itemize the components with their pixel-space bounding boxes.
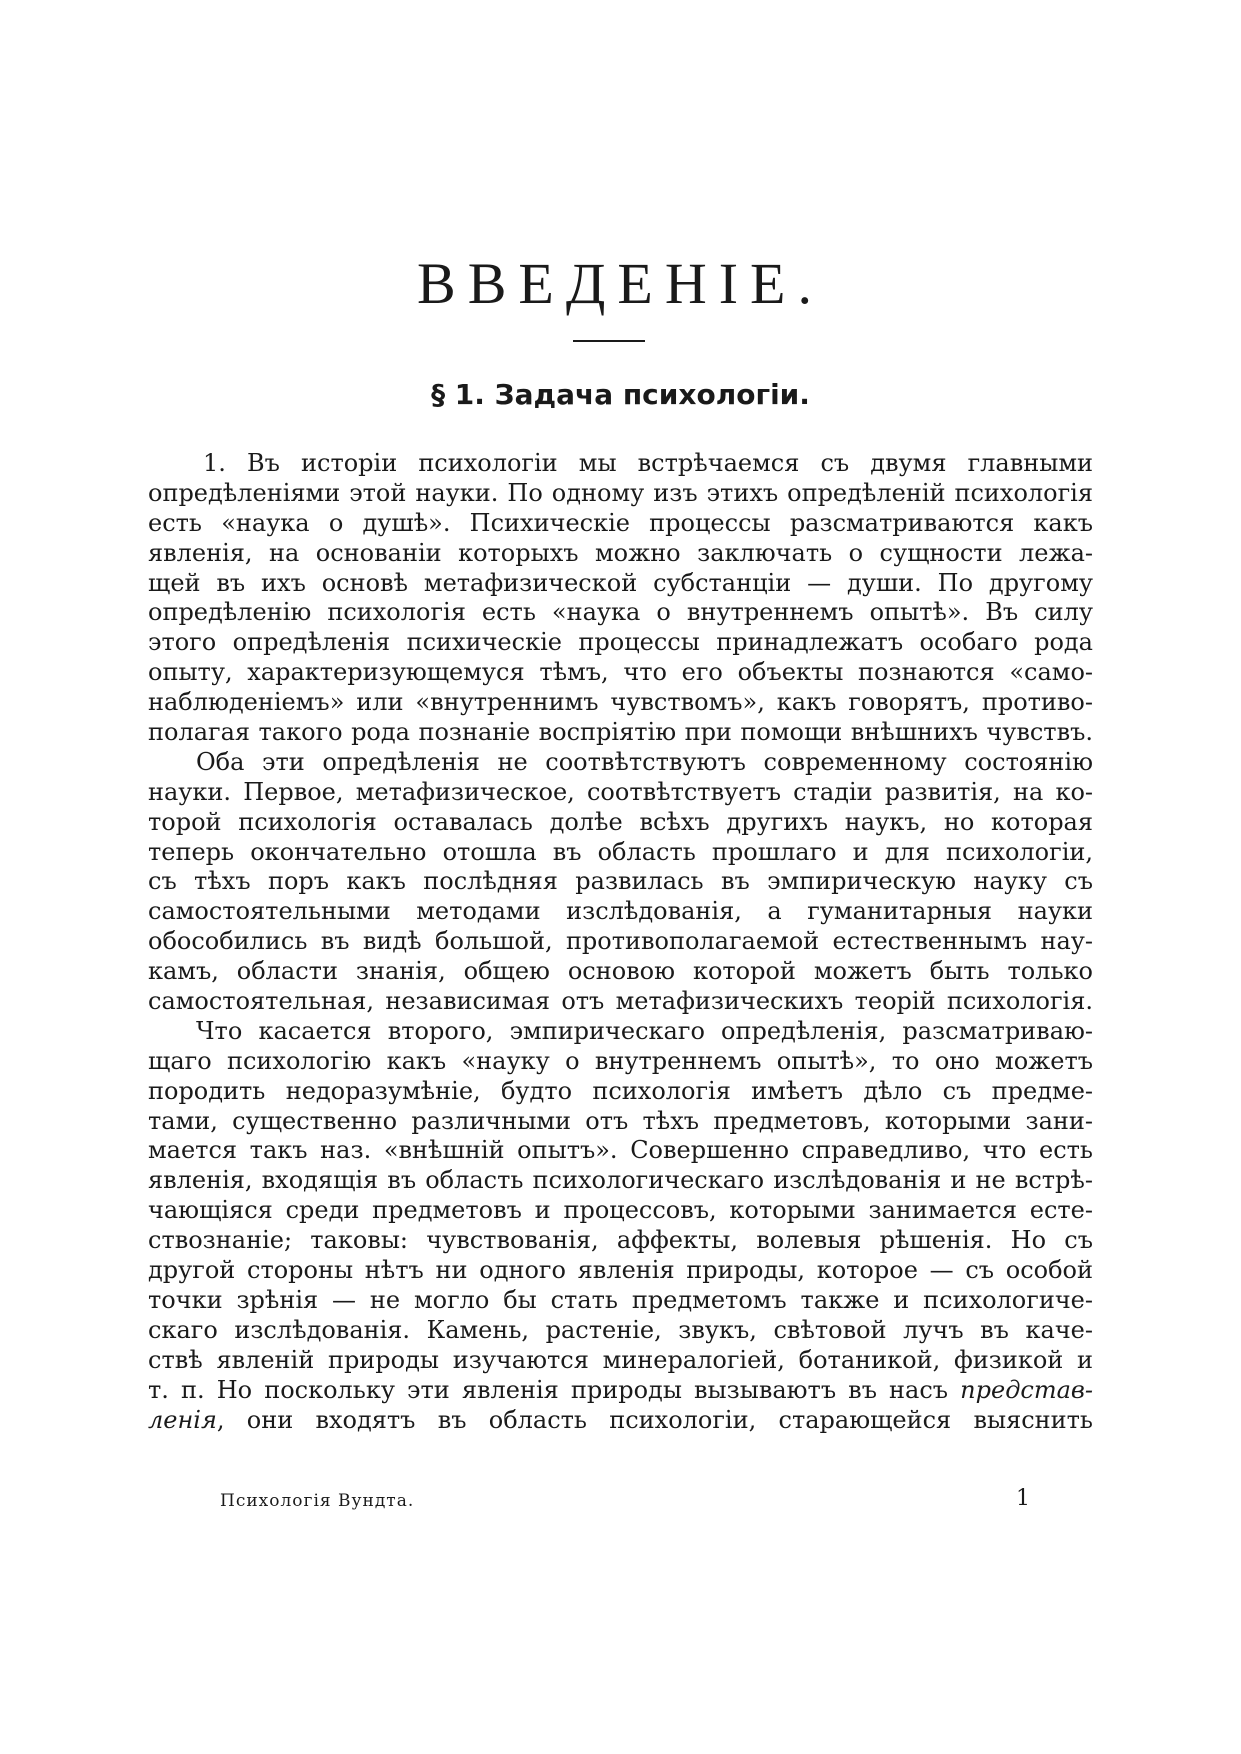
text-line xyxy=(148,1256,1093,1286)
text-line-content: Оба эти опредѣленія не соотвѣтствуютъ современному состоянію xyxy=(196,747,1093,776)
text-line xyxy=(148,1107,1093,1137)
text-line-content: торой психологія оставалась долѣе всѣхъ другихъ наукъ, но которая xyxy=(148,807,1093,836)
signature-number: 1 xyxy=(1016,1486,1030,1511)
text-line-content: опыту, характеризующемуся тѣмъ, что его объекты познаются «само- xyxy=(148,658,1093,687)
text-line xyxy=(148,1047,1093,1077)
text-line xyxy=(148,897,1093,927)
text-line xyxy=(148,1017,1093,1047)
text-line-content: обособились въ видѣ большой, противополагаемой естественнымъ нау- xyxy=(148,927,1093,956)
text-line xyxy=(148,1346,1093,1376)
text-line-content: съ тѣхъ поръ какъ послѣдняя развилась въ эмпирическую науку съ xyxy=(148,867,1093,896)
text-line xyxy=(148,479,1093,509)
text-line-content: щей въ ихъ основѣ метафизической субстанціи — души. По другому xyxy=(148,568,1093,597)
text-line xyxy=(148,569,1093,599)
section-heading: § 1. Задача психологіи. xyxy=(431,378,810,411)
text-line xyxy=(148,1166,1093,1196)
text-line xyxy=(148,1226,1093,1256)
text-line xyxy=(148,838,1093,868)
text-line xyxy=(148,957,1093,987)
text-line-content: ствѣ явленій природы изучаются минералогіей, ботаникой, физикой и xyxy=(148,1345,1093,1374)
text-line-content: мается такъ наз. «внѣшній опытъ». Совершенно справедливо, что есть xyxy=(148,1136,1093,1165)
text-line xyxy=(148,867,1093,897)
text-line-content: явленія, на основаніи которыхъ можно заключать о сущности лежа- xyxy=(148,538,1093,567)
text-line xyxy=(148,1406,1093,1436)
text-line-content: т. п. Но поскольку эти явленія природы вызываютъ въ насъ xyxy=(148,1375,961,1404)
text-line-content: опредѣленію психологія есть «наука о внутреннемъ опытѣ». Въ силу xyxy=(148,598,1093,627)
italic-word: ленія xyxy=(148,1405,217,1434)
text-line-content: науки. Первое, метафизическое, соотвѣтствуетъ стадіи развитія, на ко- xyxy=(148,777,1093,806)
text-line-content: полагая такого рода познаніе воспріятію при помощи внѣшнихъ чувствъ. xyxy=(148,718,1093,747)
text-line xyxy=(148,1316,1093,1346)
text-line-content: есть «наука о душѣ». Психическіе процессы разсматриваются какъ xyxy=(148,508,1093,537)
text-line-content: тами, существенно различными отъ тѣхъ предметовъ, которыми зани- xyxy=(148,1106,1093,1135)
text-line xyxy=(148,628,1093,658)
text-line-content: 1. Въ исторіи психологіи мы встрѣчаемся съ двумя главными xyxy=(203,449,1093,477)
text-line-content: самостоятельными методами изслѣдованія, а гуманитарныя науки xyxy=(148,897,1093,926)
running-footer-title: Психологія Вундта. xyxy=(220,1491,415,1511)
chapter-title: ВВЕДЕНІЕ. xyxy=(417,251,824,316)
italic-word: представ- xyxy=(960,1375,1093,1404)
title-divider xyxy=(573,340,645,342)
text-line xyxy=(148,598,1093,628)
text-line-content: этого опредѣленія психическіе процессы принадлежатъ особаго рода xyxy=(148,628,1093,657)
text-line xyxy=(148,1077,1093,1107)
text-line-content: самостоятельная, независимая отъ метафизическихъ теорій психологія. xyxy=(148,987,1093,1016)
text-line xyxy=(148,748,1093,778)
text-line xyxy=(148,808,1093,838)
text-line-content: ствознаніе; таковы: чувствованія, аффекты, волевыя рѣшенія. Но съ xyxy=(148,1226,1093,1255)
text-line-content: теперь окончательно отошла въ область прошлаго и для психологіи, xyxy=(148,837,1093,866)
text-line xyxy=(148,1286,1093,1316)
text-line xyxy=(148,539,1093,569)
text-line-content: породить недоразумѣніе, будто психологія имѣетъ дѣло съ предме- xyxy=(148,1076,1093,1105)
text-line-content: другой стороны нѣтъ ни одного явленія природы, которое — съ особой xyxy=(148,1256,1093,1285)
text-line-content: наблюденіемъ» или «внутреннимъ чувствомъ», какъ говорятъ, противо- xyxy=(148,688,1093,717)
text-line xyxy=(148,449,1093,479)
text-line-content: опредѣленіями этой науки. По одному изъ этихъ опредѣленій психологія xyxy=(148,478,1093,507)
body-text xyxy=(148,449,1093,1435)
text-line xyxy=(148,688,1093,718)
text-line-content: чающіяся среди предметовъ и процессовъ, которыми занимается есте- xyxy=(148,1196,1093,1225)
text-line-content: скаго изслѣдованія. Камень, растеніе, звукъ, свѣтовой лучъ въ каче- xyxy=(148,1315,1093,1344)
text-line-content: точки зрѣнія — не могло бы стать предметомъ также и психологиче- xyxy=(148,1285,1093,1314)
text-line xyxy=(148,1376,1093,1406)
text-line xyxy=(148,658,1093,688)
text-line-content: , они входятъ въ область психологіи, старающейся выяснить xyxy=(216,1405,1093,1434)
text-line xyxy=(148,778,1093,808)
text-line-content: явленія, входящія въ область психологическаго изслѣдованія и не встрѣ- xyxy=(148,1166,1093,1195)
text-line xyxy=(148,927,1093,957)
text-line xyxy=(148,1196,1093,1226)
text-line xyxy=(148,1136,1093,1166)
text-line-content: Что касается второго, эмпирическаго опредѣленія, разсматриваю- xyxy=(196,1016,1093,1045)
text-line-content: камъ, области знанія, общею основою которой можетъ быть только xyxy=(148,957,1093,986)
text-line xyxy=(148,987,1093,1017)
text-line xyxy=(148,718,1093,748)
text-line xyxy=(148,509,1093,539)
text-line-content: щаго психологію какъ «науку о внутреннемъ опытѣ», то оно можетъ xyxy=(148,1046,1093,1075)
